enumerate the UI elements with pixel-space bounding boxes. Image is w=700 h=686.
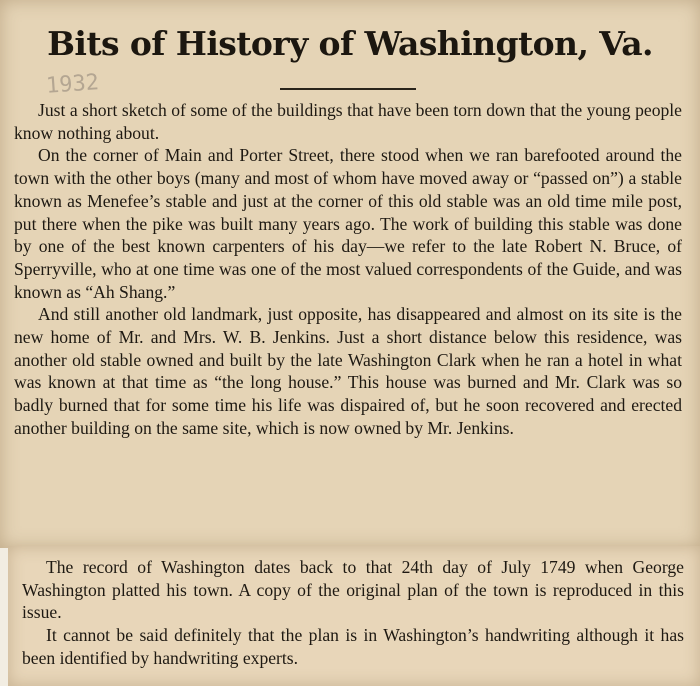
pencil-date-note: 1932 <box>45 70 100 99</box>
paragraph-clark-stable: And still another old landmark, just opposite, has disappeared and almost on its site is the new home of Mr. and Mrs. W. B. Jenkins. Just a short distance below this residence, was another old stable owned and built by the late Washington Clark when he ran a hotel in what was known at that time as “the long house.” This house was burned and Mr. Clark was so badly burned that for some time his life was dispaired of, but he soon recovered and erected another building on the same site, which is now owned by Mr. Jenkins. <box>14 304 682 438</box>
article-body-lower <box>22 556 684 670</box>
headline: Bits of History of Washington, Va. <box>47 24 653 63</box>
paragraph-record: The record of Washington dates back to that 24th day of July 1749 when George Washington platted his town. A copy of the original plan of the town is reproduced in this issue. <box>22 557 684 623</box>
paragraph-menefee-stable: On the corner of Main and Porter Street, there stood when we ran barefooted around the town with the other boys (many and most of whom have moved away or “passed on”) a stable known as Menefee’s stable and just at the corner of this old stable was an old time mile post, put there when the pike was built many years ago. The work of building this stable was done by one of the best known carpenters of his day—we refer to the late Robert N. Bruce, of Sperryville, who at one time was one of the most valued correspondents of the Guide, and was known as “Ah Shang.” <box>14 145 682 302</box>
article-body-upper <box>14 99 682 440</box>
headline-rule <box>280 88 416 90</box>
paragraph-intro: Just a short sketch of some of the buildings that have been torn down that the young people know nothing about. <box>14 100 682 143</box>
paragraph-handwriting: It cannot be said definitely that the plan is in Washington’s handwriting although it has been identified by handwriting experts. <box>22 625 684 668</box>
